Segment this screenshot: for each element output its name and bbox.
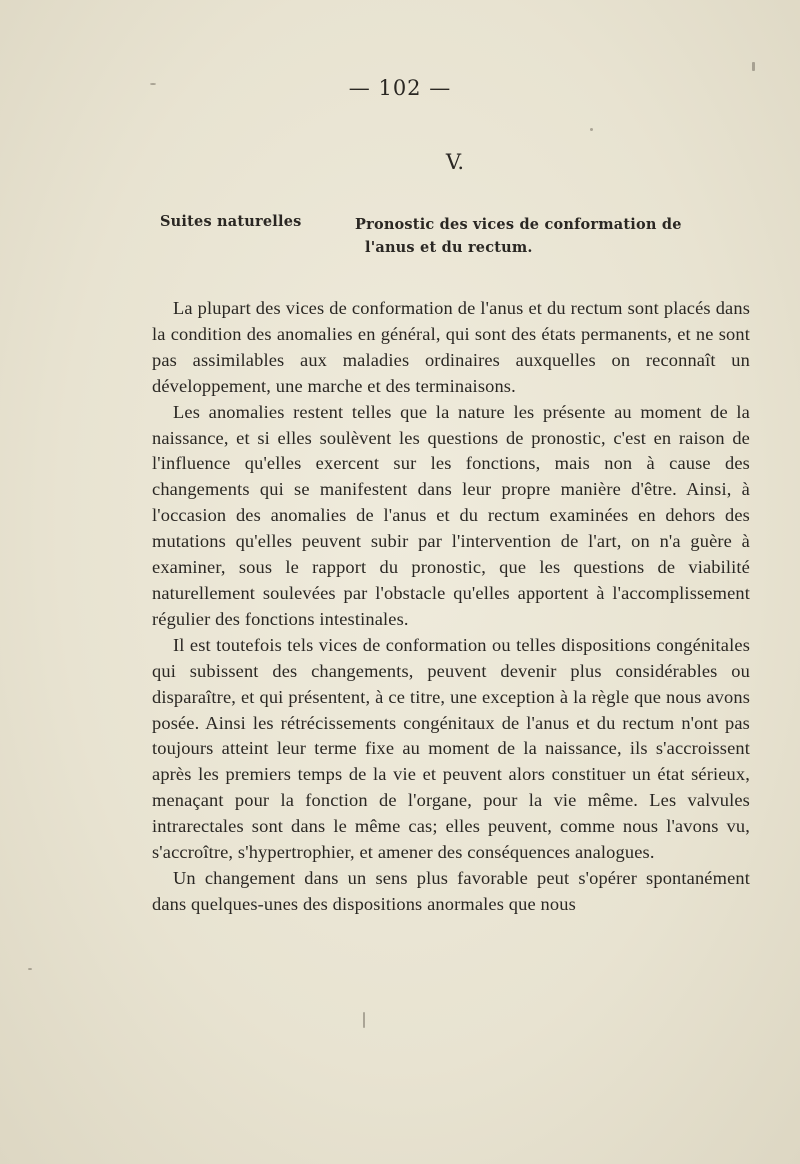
body-text — [152, 296, 750, 918]
side-heading: Suites naturelles — [160, 213, 302, 230]
paragraph: La plupart des vices de conformation de l'anus et du rectum sont placés dans la condition des anomalies en général, qui sont des états permanents, et ne sont pas assimilables aux maladies ordinaires auxquelles on reconnaît un développement, une marche et des terminaisons. — [152, 298, 750, 396]
section-numeral: V. — [445, 150, 465, 174]
paper-speck — [363, 1012, 365, 1028]
section-title — [355, 213, 750, 259]
section-title-line1: Pronostic des vices de conformation de — [355, 216, 682, 233]
paper-speck — [752, 62, 755, 71]
page-number: — 102 — — [348, 76, 452, 100]
paragraph: Les anomalies restent telles que la nature les présente au moment de la naissance, et si elles soulèvent les questions de pronostic, c'est en raison de l'influence qu'elles exercent sur les fonctions, mais non à cause des changements qui se manifestent dans leur propre manière d'être. Ainsi, à l'occasion des anomalies de l'anus et du rectum examinées en dehors des mutations qu'elles peuvent subir par l'intervention de l'art, on n'a guère à examiner, sous le rapport du pronostic, que les questions de viabilité naturellement soulevées par l'obstacle qu'elles apportent à l'accomplissement régulier des fonctions intestinales. — [152, 401, 750, 629]
paragraph: Un changement dans un sens plus favorable peut s'opérer spontanément dans quelques-unes des dispositions anormales que nous — [152, 867, 750, 914]
paragraph: Il est toutefois tels vices de conformation ou telles dispositions congénitales qui subissent des changements, peuvent devenir plus considérables ou disparaître, et qui présentent, à ce titre, une exception à la règle que nous avons posée. Ainsi les rétrécissements congénitaux de l'anus et du rectum n'ont pas toujours atteint leur terme fixe au moment de la naissance, ils s'accroissent après les premiers temps de la vie et peuvent alors constituer un état sérieux, menaçant pour la fonction de l'organe, pour la vie même. Les valvules intrarectales sont dans le même cas; elles peuvent, comme nous l'avons vu, s'accroître, s'hypertrophier, et amener des conséquences analogues. — [152, 634, 750, 863]
paper-speck — [150, 83, 156, 85]
paper-speck — [590, 128, 593, 131]
section-title-line2: l'anus et du rectum. — [365, 239, 533, 256]
paper-speck — [28, 968, 32, 970]
